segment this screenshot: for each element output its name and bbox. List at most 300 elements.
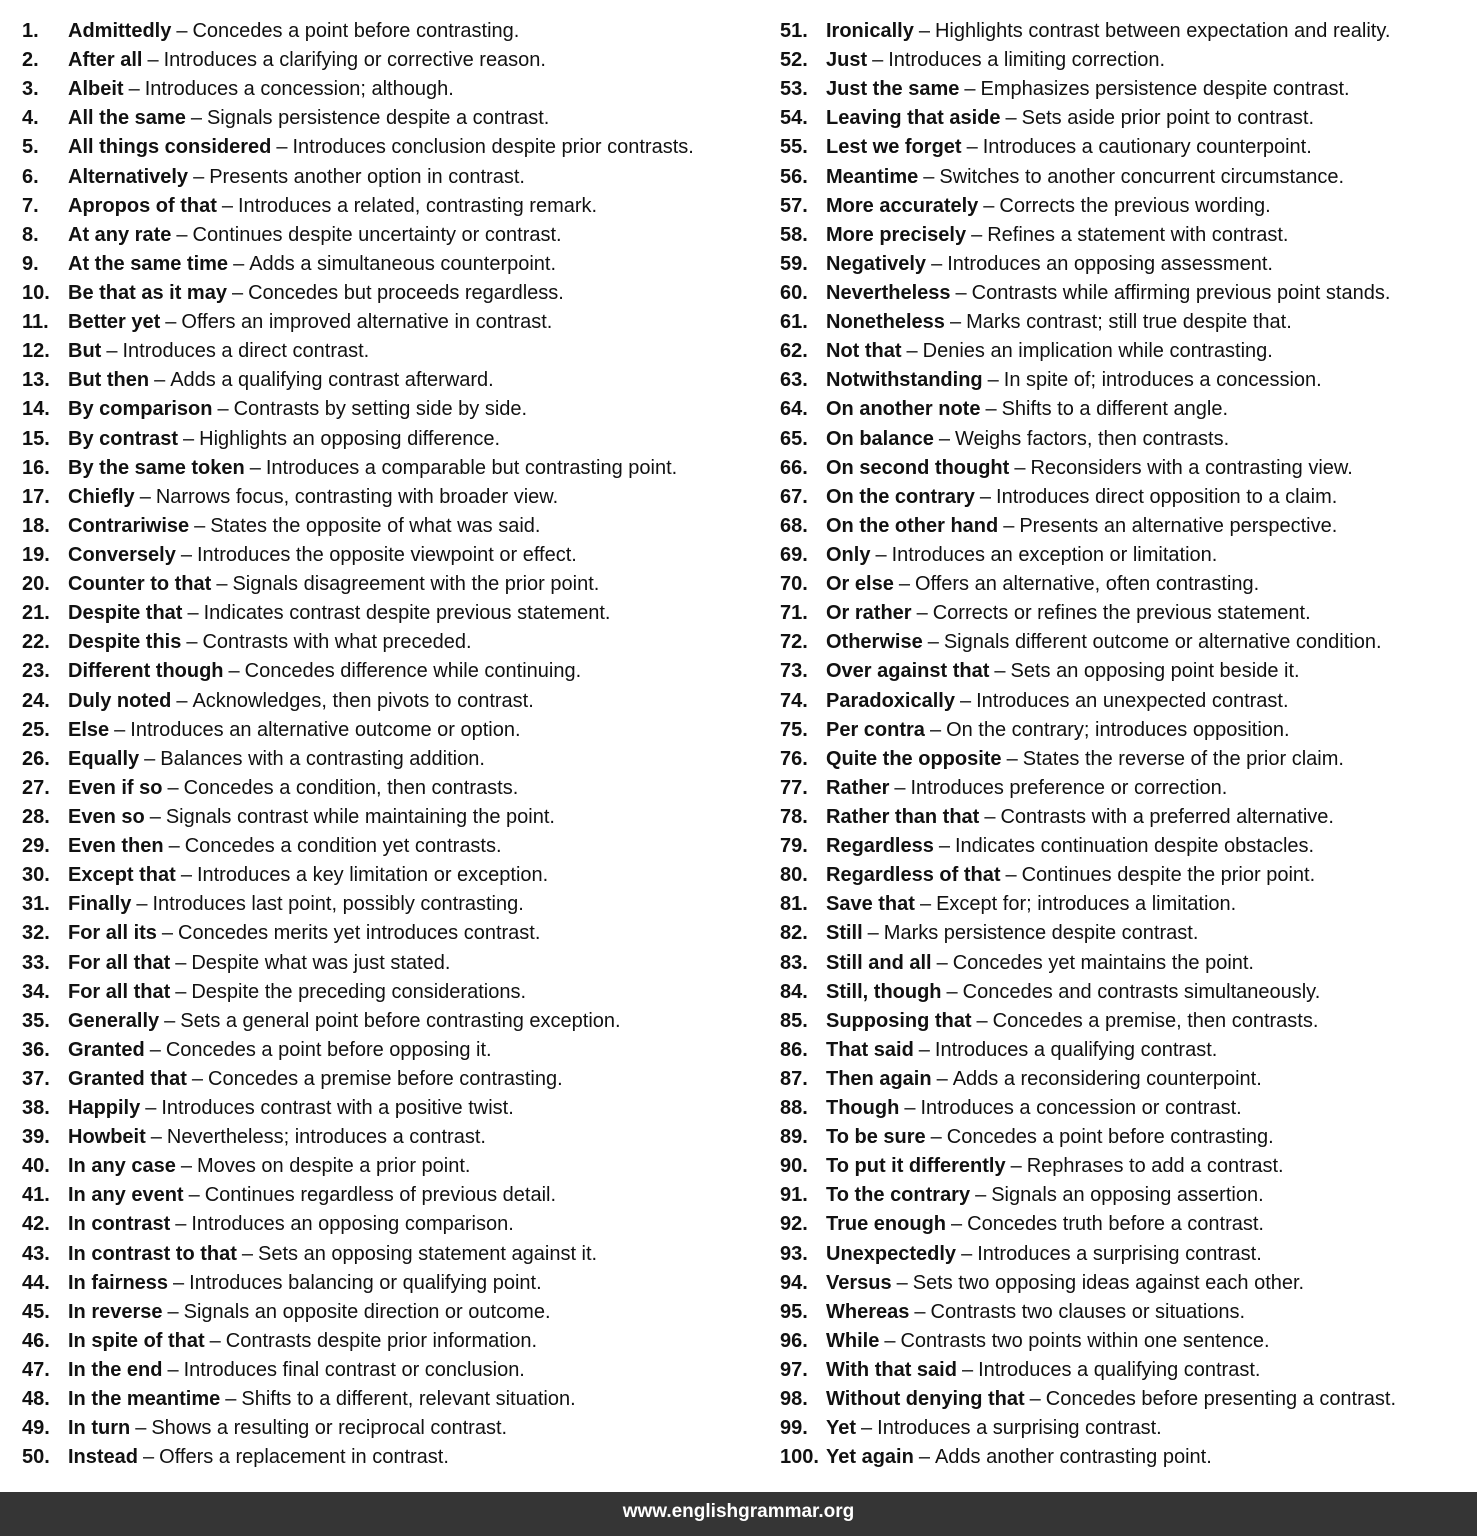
list-item [22,861,762,890]
list-item [22,1298,762,1327]
item-number: 74. [780,689,808,712]
item-term: Nonetheless [826,311,945,334]
list-item [22,599,762,628]
list-item [22,716,762,745]
item-term: Meantime [826,165,919,188]
item-number: 100. [780,1446,819,1469]
separator-dash: – [231,281,244,304]
item-description: Signals persistence despite a contrast. [206,107,550,130]
list-item [780,1065,1477,1094]
separator-dash: – [144,747,156,770]
item-description: Adds a qualifying contrast afterward. [170,369,494,392]
list-item [22,1065,762,1094]
separator-dash: – [971,223,983,246]
item-term: Per contra [826,718,925,741]
separator-dash: – [983,194,995,217]
item-term: In fairness [68,1271,169,1294]
list-item [780,395,1477,424]
list-item [22,104,762,133]
item-number: 53. [780,78,808,101]
list-item [22,1269,762,1298]
item-number: 59. [780,252,808,275]
item-number: 16. [22,456,50,479]
separator-dash: – [875,543,887,566]
separator-dash: – [194,514,206,537]
separator-dash: – [161,922,174,945]
item-number: 12. [22,340,50,363]
separator-dash: – [106,340,118,363]
list-item [780,599,1477,628]
item-term: Save that [826,893,915,916]
list-item [780,861,1477,890]
item-number: 83. [780,951,808,974]
item-term: Still, though [826,980,942,1003]
separator-dash: – [225,1388,237,1411]
item-number: 14. [22,398,50,421]
item-description: Introduces contrast with a positive twist. [161,1097,514,1120]
item-description: States the opposite of what was said. [210,514,541,537]
item-term: At any rate [68,223,172,246]
item-description: Concedes a premise, then contrasts. [992,1009,1319,1032]
item-description: Corrects the previous wording. [999,194,1271,217]
list-item [780,541,1477,570]
item-description: Sets an opposing point beside it. [1010,660,1300,683]
list-item [780,454,1477,483]
separator-dash: – [176,20,188,42]
separator-dash: – [233,252,245,275]
item-term: Despite this [68,631,182,654]
item-description: Concedes a point before contrasting. [946,1126,1274,1149]
item-number: 85. [780,1009,808,1032]
item-description: Signals different outcome or alternative condition. [943,631,1382,654]
item-number: 77. [780,776,808,799]
item-description: States the reverse of the prior claim. [1022,747,1344,770]
item-description: Continues despite uncertainty or contrast. [192,223,562,246]
item-description: Contrasts despite prior information. [225,1329,538,1352]
item-description: In spite of; introduces a concession. [1003,369,1322,392]
item-number: 84. [780,980,808,1003]
separator-dash: – [191,1067,204,1090]
item-number: 92. [780,1213,808,1236]
separator-dash: – [180,543,192,566]
item-number: 82. [780,922,808,945]
item-term: Ironically [826,20,914,42]
item-description: Introduces conclusion despite prior contrasts. [292,136,694,159]
item-description: Introduces a qualifying contrast. [934,1038,1218,1061]
item-description: Introduces a concession or contrast. [920,1097,1242,1120]
item-description: Sets an opposing statement against it. [258,1242,598,1265]
item-number: 42. [22,1213,50,1236]
item-term: In the meantime [68,1388,221,1411]
list-item [780,803,1477,832]
list-item [780,1036,1477,1065]
item-description: On the contrary; introduces opposition. [946,718,1290,741]
item-number: 18. [22,514,50,537]
item-term: Albeit [68,78,124,101]
list-item [22,1210,762,1239]
list-item [22,366,762,395]
item-number: 38. [22,1097,50,1120]
item-description: Contrasts with what preceded. [202,631,472,654]
item-number: 34. [22,980,50,1003]
separator-dash: – [228,660,240,683]
separator-dash: – [961,1359,974,1382]
item-number: 79. [780,835,808,858]
separator-dash: – [918,1446,930,1469]
separator-dash: – [190,107,202,130]
list-item [780,570,1477,599]
item-term: Supposing that [826,1009,972,1032]
item-description: Concedes but proceeds regardless. [248,281,564,304]
item-term: Without denying that [826,1388,1025,1411]
item-term: In the end [68,1359,163,1382]
item-number: 69. [780,543,808,566]
list-item [780,104,1477,133]
item-number: 97. [780,1359,808,1382]
item-term: At the same time [68,252,229,275]
separator-dash: – [216,573,228,596]
list-item [22,1414,762,1443]
list-item [780,1443,1477,1472]
item-number: 46. [22,1329,50,1352]
list-item [780,657,1477,686]
item-description: Introduces a qualifying contrast. [978,1359,1261,1382]
item-description: Signals an opposite direction or outcome. [183,1300,551,1323]
list-item [22,454,762,483]
item-term: To the contrary [826,1184,971,1207]
item-number: 25. [22,718,50,741]
item-number: 23. [22,660,50,683]
item-description: Introduces an exception or limitation. [891,543,1218,566]
item-term: Be that as it may [68,281,227,304]
item-term: In reverse [68,1300,163,1323]
item-description: Indicates continuation despite obstacles. [954,835,1315,858]
item-term: Happily [68,1097,141,1120]
list-item [22,1007,762,1036]
item-number: 3. [22,78,39,101]
item-description: Offers an alternative, often contrasting. [914,573,1260,596]
item-term: On the contrary [826,485,975,508]
list-item [780,949,1477,978]
item-term: Then again [826,1067,932,1090]
item-description: Adds another contrasting point. [934,1446,1212,1469]
separator-dash: – [951,1213,963,1236]
list-item [780,17,1477,46]
list-item [780,163,1477,192]
item-number: 27. [22,776,50,799]
item-description: Introduces a concession; although. [144,78,454,101]
separator-dash: – [150,1126,162,1149]
item-number: 26. [22,747,50,770]
item-term: Apropos of that [68,194,217,217]
right-column [780,17,1477,1472]
item-number: 17. [22,485,50,508]
item-number: 94. [780,1271,808,1294]
item-term: Even if so [68,776,163,799]
separator-dash: – [872,49,884,72]
separator-dash: – [938,427,950,450]
item-term: Even then [68,835,164,858]
item-description: Offers an improved alternative in contrast. [181,311,553,334]
item-term: Howbeit [68,1126,146,1149]
list-item [780,1094,1477,1123]
list-item [780,628,1477,657]
item-description: Introduces a direct contrast. [122,340,370,363]
item-term: In spite of that [68,1329,205,1352]
separator-dash: – [949,311,962,334]
item-description: Concedes and contrasts simultaneously. [962,980,1321,1003]
separator-dash: – [175,980,187,1003]
item-number: 99. [780,1417,808,1440]
item-term: After all [68,49,143,72]
list-item [780,250,1477,279]
list-item [22,745,762,774]
separator-dash: – [918,20,930,42]
separator-dash: – [930,1126,942,1149]
list-item [22,1181,762,1210]
separator-dash: – [916,602,928,625]
item-number: 51. [780,20,808,42]
item-description: Shifts to a different angle. [1001,398,1229,421]
separator-dash: – [914,1300,926,1323]
list-item [22,1152,762,1181]
list-item [22,919,762,948]
list-item [780,716,1477,745]
item-number: 93. [780,1242,808,1265]
separator-dash: – [1029,1388,1041,1411]
item-term: True enough [826,1213,946,1236]
separator-dash: – [193,165,205,188]
item-term: Granted [68,1038,145,1061]
item-description: Introduces direct opposition to a claim. [996,485,1338,508]
item-number: 31. [22,893,50,916]
item-term: Rather than that [826,805,980,828]
list-item [780,192,1477,221]
list-item [22,1385,762,1414]
list-item [780,1385,1477,1414]
list-item [22,978,762,1007]
list-item [22,337,762,366]
item-description: Sets aside prior point to contrast. [1021,107,1314,130]
separator-dash: – [1006,747,1018,770]
item-number: 44. [22,1271,50,1294]
item-number: 68. [780,514,808,537]
list-item [22,75,762,104]
list-item [22,250,762,279]
item-description: Switches to another concurrent circumstance. [939,165,1345,188]
item-number: 5. [22,136,39,159]
item-description: Concedes difference while continuing. [244,660,582,683]
item-term: Just the same [826,78,960,101]
item-number: 67. [780,485,808,508]
item-number: 70. [780,573,808,596]
list-item [22,1123,762,1152]
item-description: Introduces a surprising contrast. [877,1417,1162,1440]
list-item [780,512,1477,541]
item-term: On the other hand [826,514,999,537]
item-term: With that said [826,1359,957,1382]
item-description: Contrasts while affirming previous point stands. [971,281,1391,304]
item-term: But [68,340,102,363]
list-item [780,1210,1477,1239]
item-term: By comparison [68,398,213,421]
separator-dash: – [183,427,195,450]
item-term: Counter to that [68,573,212,596]
separator-dash: – [128,78,140,101]
item-term: More accurately [826,194,979,217]
item-term: Whereas [826,1300,910,1323]
separator-dash: – [959,689,972,712]
item-description: Introduces a cautionary counterpoint. [982,136,1312,159]
separator-dash: – [985,398,997,421]
item-description: Despite the preceding considerations. [191,980,527,1003]
separator-dash: – [167,1359,179,1382]
item-number: 21. [22,602,50,625]
item-description: Introduces an opposing assessment. [947,252,1273,275]
item-number: 57. [780,194,808,217]
item-description: Concedes a premise before contrasting. [208,1067,563,1090]
item-description: Despite what was just stated. [191,951,451,974]
item-term: For all that [68,951,171,974]
item-term: But then [68,369,150,392]
item-number: 78. [780,805,808,828]
item-description: Balances with a contrasting addition. [160,747,485,770]
separator-dash: – [929,718,942,741]
separator-dash: – [919,893,932,916]
item-description: Adds a simultaneous counterpoint. [249,252,557,275]
item-description: Introduces a key limitation or exception. [196,864,549,887]
list-item [22,1327,762,1356]
list-item [780,774,1477,803]
item-number: 32. [22,922,50,945]
item-number: 52. [780,49,808,72]
item-term: Contrariwise [68,514,190,537]
list-item [22,46,762,75]
list-item [780,832,1477,861]
list-item [780,1356,1477,1385]
item-term: For all its [68,922,157,945]
item-term: Alternatively [68,165,189,188]
list-item [780,1414,1477,1443]
item-description: Introduces the opposite viewpoint or effect. [196,543,577,566]
item-term: To be sure [826,1126,926,1149]
item-term: Granted that [68,1067,187,1090]
separator-dash: – [906,340,918,363]
item-number: 45. [22,1300,50,1323]
item-number: 91. [780,1184,808,1207]
separator-dash: – [884,1329,896,1352]
item-description: Concedes a condition, then contrasts. [183,776,519,799]
item-description: Introduces a surprising contrast. [977,1242,1262,1265]
list-item [22,1036,762,1065]
separator-dash: – [249,456,261,479]
item-term: In contrast [68,1213,171,1236]
separator-dash: – [149,805,161,828]
item-description: Reconsiders with a contrasting view. [1030,456,1353,479]
separator-dash: – [979,485,992,508]
separator-dash: – [987,369,999,392]
item-number: 9. [22,252,39,275]
separator-dash: – [984,805,996,828]
item-number: 75. [780,718,808,741]
item-term: Regardless [826,835,934,858]
item-description: Signals contrast while maintaining the point. [165,805,555,828]
item-number: 4. [22,107,39,130]
item-number: 89. [780,1126,808,1149]
item-term: Though [826,1097,900,1120]
item-description: Introduces an alternative outcome or option. [130,718,521,741]
list-item [22,163,762,192]
separator-dash: – [276,136,288,159]
list-item [780,919,1477,948]
separator-dash: – [1010,1155,1022,1178]
item-term: Otherwise [826,631,923,654]
list-item [22,832,762,861]
item-description: Presents another option in contrast. [209,165,525,188]
list-item [22,1356,762,1385]
separator-dash: – [173,1271,185,1294]
item-number: 35. [22,1009,50,1032]
item-term: Better yet [68,311,161,334]
item-description: Shows a resulting or reciprocal contrast. [151,1417,508,1440]
item-description: Concedes a point before opposing it. [165,1038,492,1061]
item-description: Except for; introduces a limitation. [936,893,1237,916]
list-item [780,133,1477,162]
item-term: In any case [68,1155,176,1178]
item-number: 81. [780,893,808,916]
item-number: 96. [780,1329,808,1352]
list-item [780,425,1477,454]
list-item [780,308,1477,337]
item-number: 6. [22,165,39,188]
item-description: Concedes yet maintains the point. [952,951,1254,974]
list-item [22,1240,762,1269]
separator-dash: – [149,1038,161,1061]
item-number: 56. [780,165,808,188]
item-number: 73. [780,660,808,683]
item-description: Introduces a limiting correction. [888,49,1166,72]
item-description: Acknowledges, then pivots to contrast. [192,689,534,712]
separator-dash: – [955,281,967,304]
item-description: Concedes a point before contrasting. [192,20,520,42]
item-number: 90. [780,1155,808,1178]
item-description: Introduces last point, possibly contrasting. [152,893,524,916]
item-number: 95. [780,1300,808,1323]
list-item [780,1327,1477,1356]
item-number: 36. [22,1038,50,1061]
separator-dash: – [188,1184,200,1207]
item-description: Highlights contrast between expectation and reality. [934,20,1391,42]
item-description: Narrows focus, contrasting with broader view. [155,485,559,508]
item-number: 29. [22,835,50,858]
list-item [22,687,762,716]
list-item [22,192,762,221]
list-item [22,541,762,570]
separator-dash: – [861,1417,873,1440]
list-item [780,687,1477,716]
separator-dash: – [1005,107,1017,130]
item-description: Introduces a related, contrasting remark. [238,194,598,217]
item-number: 37. [22,1067,50,1090]
item-term: Just [826,49,868,72]
separator-dash: – [964,78,976,101]
item-number: 10. [22,281,50,304]
item-term: Only [826,543,871,566]
item-number: 65. [780,427,808,450]
separator-dash: – [938,835,950,858]
list-item [22,17,762,46]
item-term: Versus [826,1271,892,1294]
